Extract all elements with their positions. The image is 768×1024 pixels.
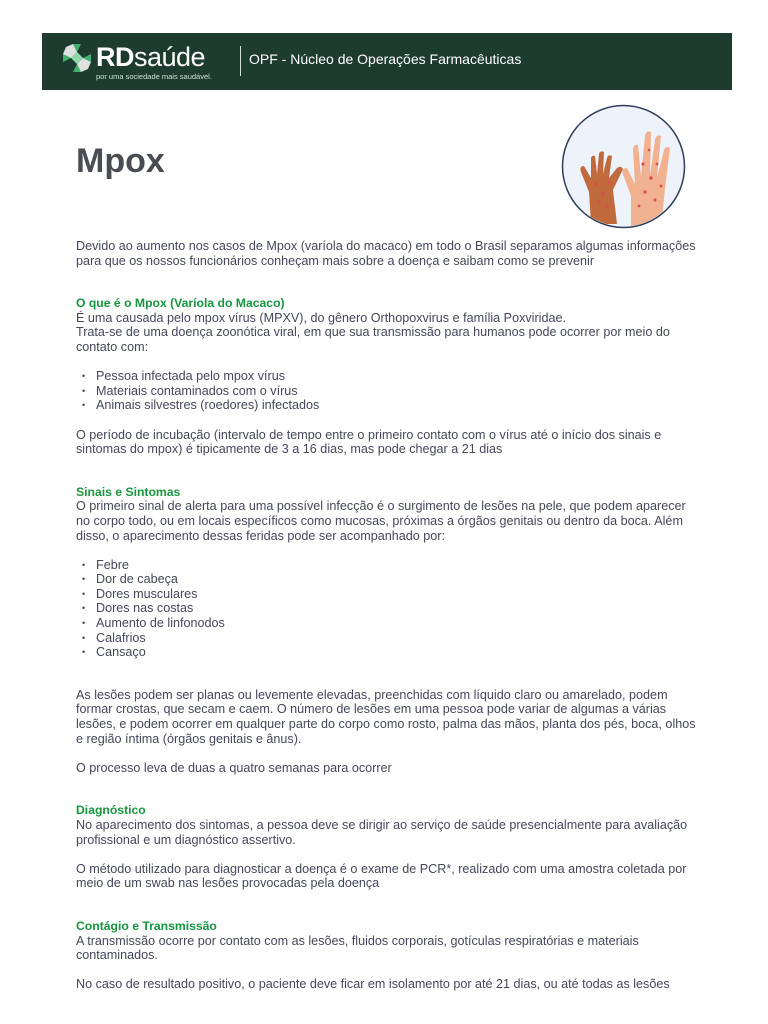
- process-paragraph: O processo leva de duas a quatro semanas para ocorrer: [76, 760, 392, 775]
- section-heading-diagnosis: Diagnóstico: [76, 803, 146, 818]
- section-heading-transmission: Contágio e Transmissão: [76, 918, 217, 933]
- list-item: • Dores nas costas: [82, 601, 696, 616]
- rd-saude-logo[interactable]: [62, 41, 242, 83]
- lesions-paragraph: As lesões podem ser planas ou levemente elevadas, preenchidas com líquido claro ou amarelado, podem formar crostas, que secam e caem. O número de lesões em uma pessoa pode variar de algumas a várias lesões, e podem ocorrer em qualquer parte do corpo como rosto, palma das mãos, planta dos pés, boca, olhos e região íntima (órgãos genitais e ânus).: [76, 687, 696, 746]
- header-banner: [42, 33, 732, 90]
- rd-cross-logo-icon: [62, 43, 92, 73]
- list-item: • Dores musculares: [82, 587, 696, 602]
- what-is-paragraph-1: É uma causada pelo mpox vírus (MPXV), do gênero Orthopoxvirus e família Poxviridae.: [76, 310, 566, 325]
- document-body: [76, 239, 696, 992]
- section-heading-what-is: O que é o Mpox (Varíola do Macaco): [76, 296, 285, 311]
- transmission-source-list: [76, 369, 696, 413]
- signs-paragraph-1: O primeiro sinal de alerta para uma possível infecção é o surgimento de lesões na pele, que podem aparecer no corpo todo, ou em locais específicos como mucosas, próximas a órgãos genitais ou dentro da boca. Além disso, o aparecimento dessas feridas pode ser acompanhado por:: [76, 499, 686, 543]
- list-item: • Aumento de linfonodos: [82, 616, 696, 631]
- transmission-paragraph-2: No caso de resultado positivo, o paciente deve ficar em isolamento por até 21 dias, ou até todas as lesões: [76, 977, 670, 992]
- section-heading-signs: Sinais e Sintomas: [76, 484, 181, 499]
- brand-tagline: por uma sociedade mais saudável.: [96, 72, 212, 81]
- list-item: • Materiais contaminados com o vírus: [82, 384, 696, 399]
- page-title: Mpox: [76, 142, 165, 180]
- list-item: • Calafrios: [82, 631, 696, 646]
- list-item: • Dor de cabeça: [82, 572, 696, 587]
- list-item: • Febre: [82, 558, 696, 573]
- diagnosis-paragraph-2: O método utilizado para diagnosticar a doença é o exame de PCR*, realizado com uma amostra coletada por meio de um swab nas lesões provocadas pela doença: [76, 861, 687, 891]
- header-divider: [240, 46, 241, 76]
- hands-with-lesions-icon: [561, 104, 686, 229]
- header-title: OPF - Núcleo de Operações Farmacêuticas: [249, 51, 522, 67]
- list-item: • Cansaço: [82, 645, 696, 660]
- list-item: • Pessoa infectada pelo mpox vírus: [82, 369, 696, 384]
- list-item: • Animais silvestres (roedores) infectados: [82, 398, 696, 413]
- what-is-paragraph-2: Trata-se de uma doença zoonótica viral, em que sua transmissão para humanos pode ocorrer por meio do contato com:: [76, 325, 670, 354]
- incubation-paragraph: O período de incubação (intervalo de tempo entre o primeiro contato com o vírus até o início dos sinais e sintomas do mpox) é tipicamente de 3 a 16 dias, mas pode chegar a 21 dias: [76, 427, 662, 457]
- intro-paragraph: Devido ao aumento nos casos de Mpox (varíola do macaco) em todo o Brasil separamos algumas informações para que os nossos funcionários conheçam mais sobre a doença e saibam como se prevenir: [76, 239, 696, 268]
- symptoms-list: [76, 558, 696, 660]
- diagnosis-paragraph-1: No aparecimento dos sintomas, a pessoa deve se dirigir ao serviço de saúde presencialmente para avaliação profissional e um diagnóstico assertivo.: [76, 818, 688, 847]
- transmission-paragraph-1: A transmissão ocorre por contato com as lesões, fluidos corporais, gotículas respiratórias e materiais contaminados.: [76, 933, 639, 963]
- brand-wordmark: RDsaúde: [96, 42, 206, 72]
